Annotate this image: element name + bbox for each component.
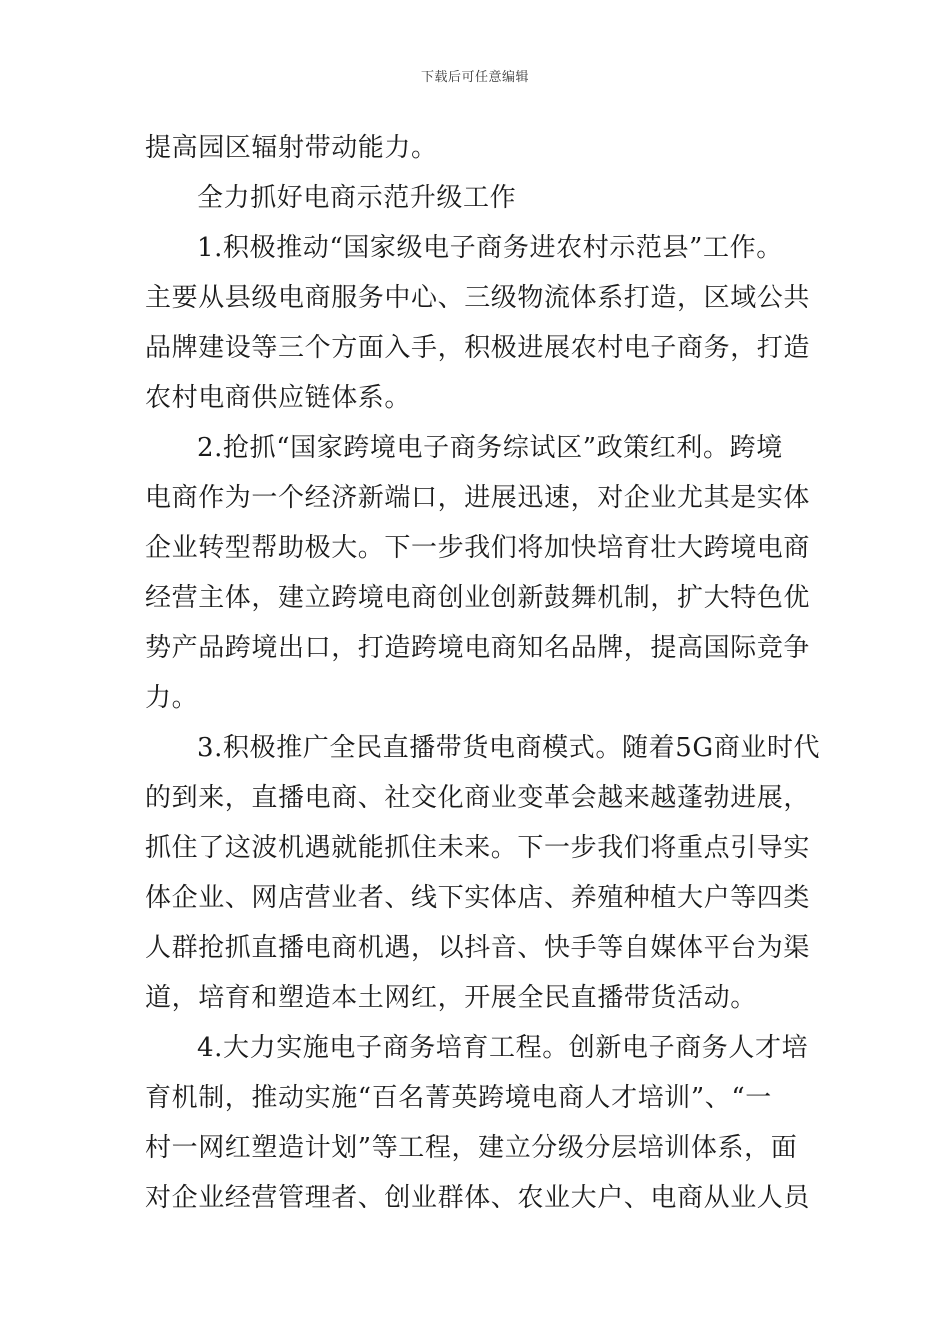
text-line: 3.积极推广全民直播带货电商模式。随着5G商业时代 <box>197 733 821 763</box>
text-line: 电商作为一个经济新端口，进展迅速，对企业尤其是实体 <box>145 483 811 513</box>
text-line: 人群抢抓直播电商机遇，以抖音、快手等自媒体平台为渠 <box>145 933 811 963</box>
text-line: 势产品跨境出口，打造跨境电商知名品牌，提高国际竞争 <box>145 633 811 663</box>
text-line: 村一网红塑造计划”等工程，建立分级分层培训体系，面 <box>145 1133 798 1163</box>
text-line: 1.积极推动“国家级电子商务进农村示范县”工作。 <box>197 233 783 263</box>
page-header-note: 下载后可任意编辑 <box>420 70 529 85</box>
text-line: 的到来，直播电商、社交化商业变革会越来越蓬勃进展， <box>145 783 811 813</box>
text-line: 提高园区辐射带动能力。 <box>145 133 438 163</box>
text-line: 农村电商供应链体系。 <box>145 383 412 413</box>
text-line: 对企业经营管理者、创业群体、农业大户、电商从业人员 <box>145 1183 811 1213</box>
text-line: 体企业、网店营业者、线下实体店、养殖种植大户等四类 <box>145 883 811 913</box>
section-heading: 全力抓好电商示范升级工作 <box>197 183 517 213</box>
document-body <box>145 123 821 1223</box>
text-line: 企业转型帮助极大。下一步我们将加快培育壮大跨境电商 <box>145 533 811 563</box>
text-line: 经营主体，建立跨境电商创业创新鼓舞机制，扩大特色优 <box>145 583 811 613</box>
text-line: 品牌建设等三个方面入手，积极进展农村电子商务，打造 <box>145 333 811 363</box>
text-line: 2.抢抓“国家跨境电子商务综试区”政策红利。跨境 <box>197 433 783 463</box>
text-line: 4.大力实施电子商务培育工程。创新电子商务人才培 <box>197 1033 809 1063</box>
text-line: 道，培育和塑造本土网红，开展全民直播带货活动。 <box>145 983 757 1013</box>
text-line: 力。 <box>145 683 199 713</box>
text-line: 主要从县级电商服务中心、三级物流体系打造，区域公共 <box>145 283 811 313</box>
text-line: 抓住了这波机遇就能抓住未来。下一步我们将重点引导实 <box>145 833 811 863</box>
text-line: 育机制，推动实施“百名菁英跨境电商人才培训”、“一 <box>145 1083 772 1113</box>
